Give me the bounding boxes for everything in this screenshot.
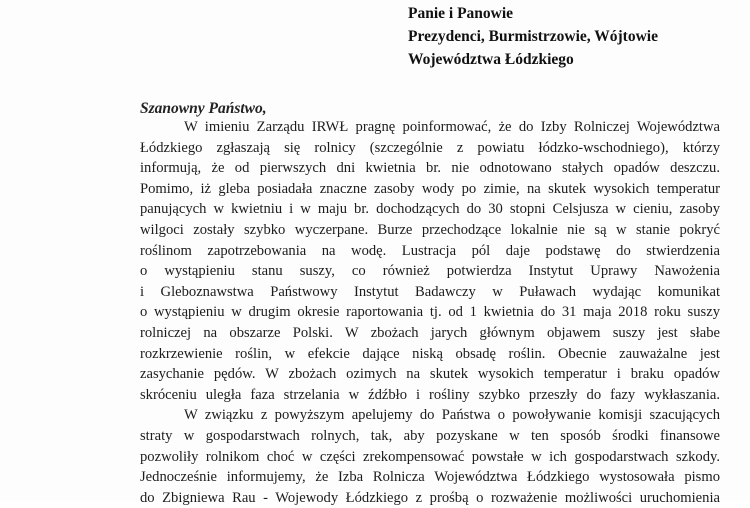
- addressee-line-1: Panie i Panowie: [408, 5, 514, 22]
- body-line: panujących w kwietniu i w maju br. dochodzących do 30 stopni Celsjusza w cieniu, zasoby: [140, 201, 720, 218]
- body-line: wilgoci zostały szybko wyczerpane. Burze przechodzące lokalnie nie są w stanie pokryć: [140, 221, 720, 238]
- body-line: do Zbigniewa Rau - Wojewody Łódzkiego z prośbą o rozważenie możliwości uruchomienia: [140, 489, 720, 506]
- body-line: zasychanie pędów. W zbożach ozimych na skutek wysokich temperatur i braku opadów: [140, 366, 720, 383]
- body-line: rolniczej na obszarze Polski. W zbożach jarych głównym objawem suszy jest słabe: [140, 324, 720, 341]
- body-line: Łódzkiego zgłaszają się rolnicy (szczególnie z powiatu łódzko-wschodniego), którzy: [140, 139, 720, 156]
- body-line: rozkrzewienie roślin, w efekcie dające niską obsadę roślin. Obecnie zauważalne jest: [140, 345, 720, 362]
- body-line: W związku z powyższym apelujemy do Państwa o powoływanie komisji szacujących: [184, 407, 720, 424]
- body-line: W imieniu Zarządu IRWŁ pragnę poinformować, że do Izby Rolniczej Województwa: [184, 119, 720, 135]
- body-line: o wystąpieniu w drugim okresie raportowania tj. od 1 kwietnia do 31 maja 2018 roku suszy: [140, 304, 720, 321]
- body-line: Pomimo, iż gleba posiadała znaczne zasoby wody po zimie, na skutek wysokich temperatur: [140, 180, 720, 197]
- body-line: Jednocześnie informujemy, że Izba Rolnicza Województwa Łódzkiego wystosowała pismo: [140, 469, 720, 486]
- body-line: informują, że od pierwszych dni kwietnia br. nie odnotowano stałych opadów deszczu.: [140, 160, 720, 177]
- body-line: skróceniu uległa faza strzelania w źdźbło i rośliny szybko przeszły do fazy wykłaszania.: [140, 386, 720, 403]
- body-line: straty w gospodarstwach rolnych, tak, aby pozyskane w ten sposób środki finansowe: [140, 427, 720, 444]
- salutation: Szanowny Państwo,: [140, 100, 267, 117]
- body-line: roślinom zapotrzebowania na wodę. Lustracja pól daje podstawę do stwierdzenia: [140, 242, 720, 259]
- addressee-block: [408, 2, 658, 71]
- addressee-line-2: Prezydenci, Burmistrzowie, Wójtowie: [408, 28, 658, 45]
- body-line: pozwoliły rolnikom choć w części zrekompensować powstałe w ich gospodarstwach szkody.: [140, 448, 720, 465]
- body-line: i Gleboznawstwa Państwowy Instytut Badawczy w Puławach wydając komunikat: [140, 283, 720, 300]
- body-line: o wystąpieniu stanu suszy, co również potwierdza Instytut Uprawy Nawożenia: [140, 263, 720, 280]
- letter-body: [140, 117, 720, 508]
- addressee-line-3: Województwa Łódzkiego: [408, 51, 574, 68]
